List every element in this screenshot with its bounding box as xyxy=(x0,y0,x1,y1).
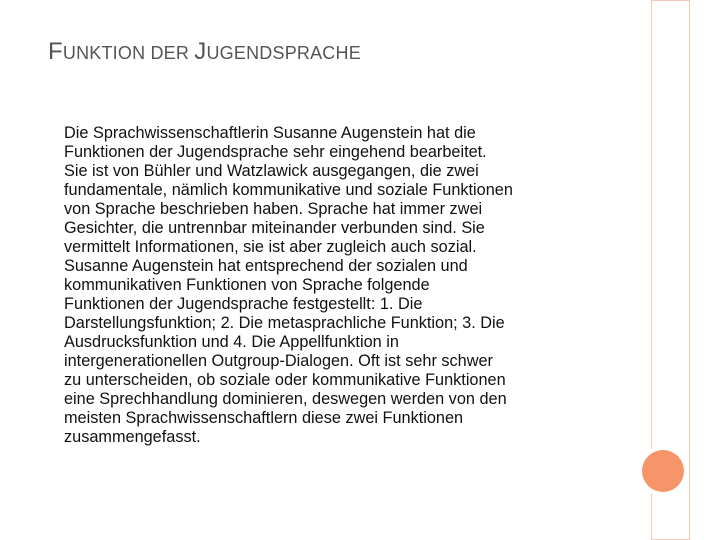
body-line: zusammengefasst. xyxy=(64,428,201,446)
body-line: von Sprache beschrieben haben. Sprache hat immer zwei xyxy=(64,200,483,218)
body-line: Funktionen der Jugendsprache festgestellt: 1. Die xyxy=(64,295,423,313)
frame-outer-line xyxy=(689,0,690,540)
body-line: Darstellungsfunktion; 2. Die metasprachliche Funktion; 3. Die xyxy=(64,314,505,332)
body-line: Ausdrucksfunktion und 4. Die Appellfunktion in xyxy=(64,333,399,351)
body-line: Susanne Augenstein hat entsprechend der sozialen und xyxy=(64,257,468,275)
body-line: vermittelt Informationen, sie ist aber zugleich auch sozial. xyxy=(64,238,477,256)
accent-circle xyxy=(642,450,684,492)
body-line: zu unterscheiden, ob soziale oder kommunikative Funktionen xyxy=(64,371,506,389)
body-line: kommunikativen Funktionen von Sprache folgende xyxy=(64,276,430,294)
body-line: Gesichter, die untrennbar miteinander verbunden sind. Sie xyxy=(64,219,485,237)
slide-title xyxy=(48,38,361,66)
title-initial-1: F xyxy=(48,38,63,65)
body-line: Sie ist von Bühler und Watzlawick ausgegangen, die zwei xyxy=(64,162,479,180)
body-line: meisten Sprachwissenschaftlern diese zwei Funktionen xyxy=(64,409,464,427)
body-line: intergenerationellen Outgroup-Dialogen. Oft ist sehr schwer xyxy=(64,352,493,370)
body-line: eine Sprechhandlung dominieren, deswegen werden von den xyxy=(64,390,507,408)
frame-top-cap xyxy=(651,0,690,1)
body-line: fundamentale, nämlich kommunikative und soziale Funktionen xyxy=(64,181,513,199)
title-rest-1: UNKTION DER xyxy=(62,43,195,63)
title-rest-2: UGENDSPRACHE xyxy=(206,43,361,63)
body-line: Die Sprachwissenschaftlerin Susanne Augenstein hat die xyxy=(64,124,476,142)
body-paragraph xyxy=(64,124,624,447)
body-line: Funktionen der Jugendsprache sehr eingehend bearbeitet. xyxy=(64,143,487,161)
title-initial-2: J xyxy=(194,38,207,65)
